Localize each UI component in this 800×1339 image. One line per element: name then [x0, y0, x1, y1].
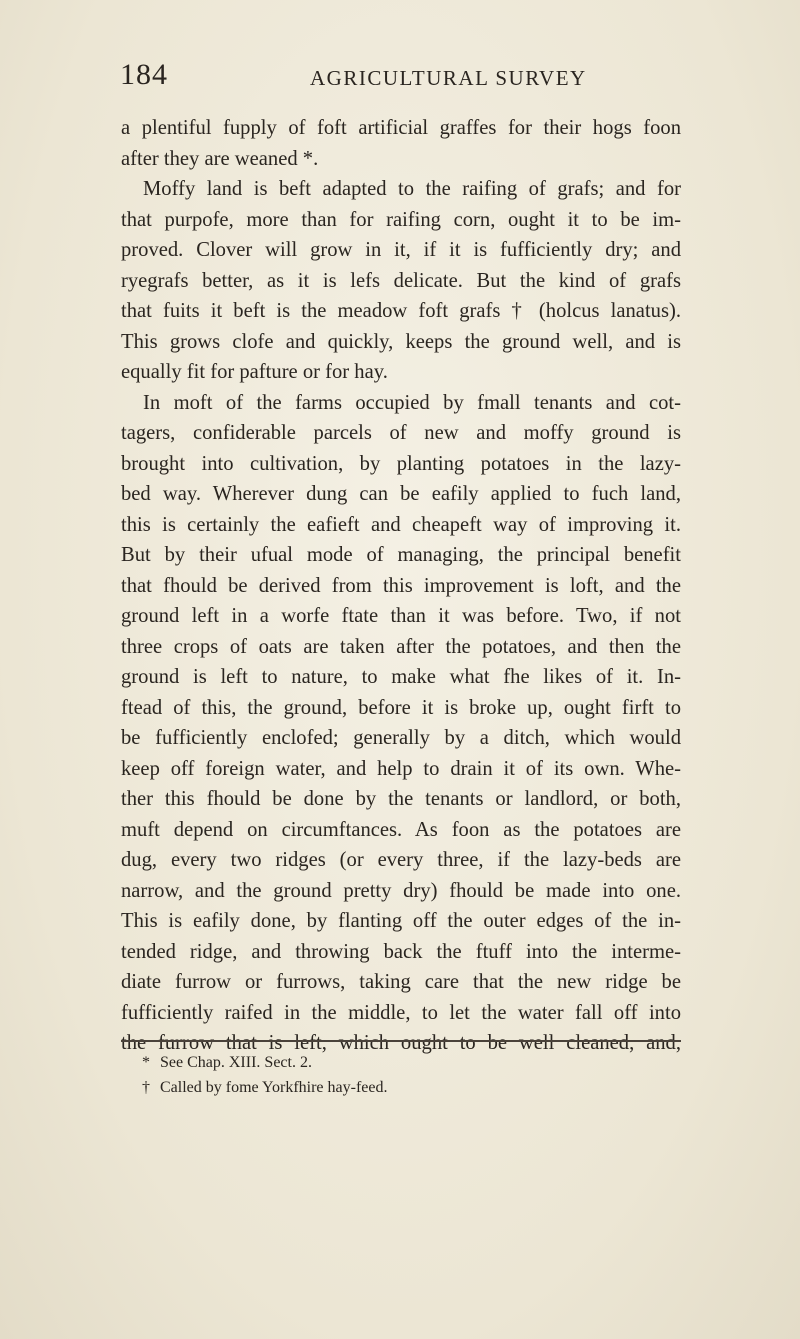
text-line: This is eafily done, by flanting off the outer edges of the in- — [121, 910, 681, 932]
text-line: tended ridge, and throwing back the ftuff into the interme- — [121, 940, 681, 963]
text-line: muft depend on circumftances. As foon as the potatoes are — [121, 818, 681, 841]
text-line: Moffy land is beft adapted to the raifing of grafs; and for — [143, 178, 681, 200]
text-line: This grows clofe and quickly, keeps the ground well, and is — [121, 330, 681, 353]
text-line: But by their ufual mode of managing, the principal benefit — [121, 544, 681, 566]
text-line: brought into cultivation, by planting potatoes in the lazy- — [121, 452, 681, 475]
text-line: keep off foreign water, and help to drain it of its own. Whe- — [121, 757, 681, 780]
text-line: the furrow that is left, which ought to be well cleaned, and, — [121, 1032, 681, 1054]
footnotes — [142, 1050, 682, 1100]
text-line: tagers, confiderable parcels of new and moffy ground is — [121, 422, 681, 444]
running-title: AGRICULTURAL SURVEY — [310, 66, 587, 90]
text-line: ryegrafs better, as it is lefs delicate. But the kind of grafs — [121, 269, 681, 292]
text-line: that purpofe, more than for raifing corn, ought it to be im- — [121, 208, 681, 231]
text-line: three crops of oats are taken after the potatoes, and then the — [121, 635, 681, 658]
footnote-mark: † — [142, 1079, 150, 1096]
running-head — [120, 58, 680, 98]
text-line: ftead of this, the ground, before it is broke up, ought firft to — [121, 696, 681, 719]
text-line: narrow, and the ground pretty dry) fhould be made into one. — [121, 879, 681, 902]
text-line: In moft of the farms occupied by fmall tenants and cot- — [143, 391, 681, 414]
text-line: ground left in a worfe ftate than it was before. Two, if not — [121, 605, 681, 627]
body-text — [121, 113, 681, 1059]
text-line: ther this fhould be done by the tenants or landlord, or both, — [121, 788, 681, 810]
text-line: dug, every two ridges (or every three, if the lazy-beds are — [121, 849, 681, 871]
text-line: this is certainly the eafieft and cheapeft way of improving it. — [121, 513, 681, 536]
footnote — [142, 1050, 682, 1075]
text-line: a plentiful fupply of foft artificial graffes for their hogs foon — [121, 117, 681, 139]
footnote-text: Called by fome Yorkfhire hay-feed. — [160, 1079, 388, 1096]
text-line: proved. Clover will grow in it, if it is fufficiently dry; and — [121, 239, 681, 261]
footnote-text: See Chap. XIII. Sect. 2. — [160, 1054, 312, 1071]
text-line: equally fit for pafture or for hay. — [121, 361, 388, 383]
footnote-mark: * — [142, 1054, 150, 1071]
text-line: bed way. Wherever dung can be eafily applied to fuch land, — [121, 483, 681, 505]
text-line: diate furrow or furrows, taking care that the new ridge be — [121, 971, 681, 993]
text-line: be fufficiently enclofed; generally by a ditch, which would — [121, 727, 681, 749]
text-line: fufficiently raifed in the middle, to let the water fall off into — [121, 1001, 681, 1024]
footnote — [142, 1075, 682, 1100]
page-number: 184 — [120, 58, 168, 91]
text-line: that fhould be derived from this improvement is loft, and the — [121, 574, 681, 597]
text-line: after they are weaned *. — [121, 147, 319, 170]
footnote-divider — [121, 1040, 681, 1042]
text-line: ground is left to nature, to make what fhe likes of it. In- — [121, 666, 681, 688]
text-line: that fuits it beft is the meadow foft grafs † (holcus lanatus). — [121, 300, 681, 322]
